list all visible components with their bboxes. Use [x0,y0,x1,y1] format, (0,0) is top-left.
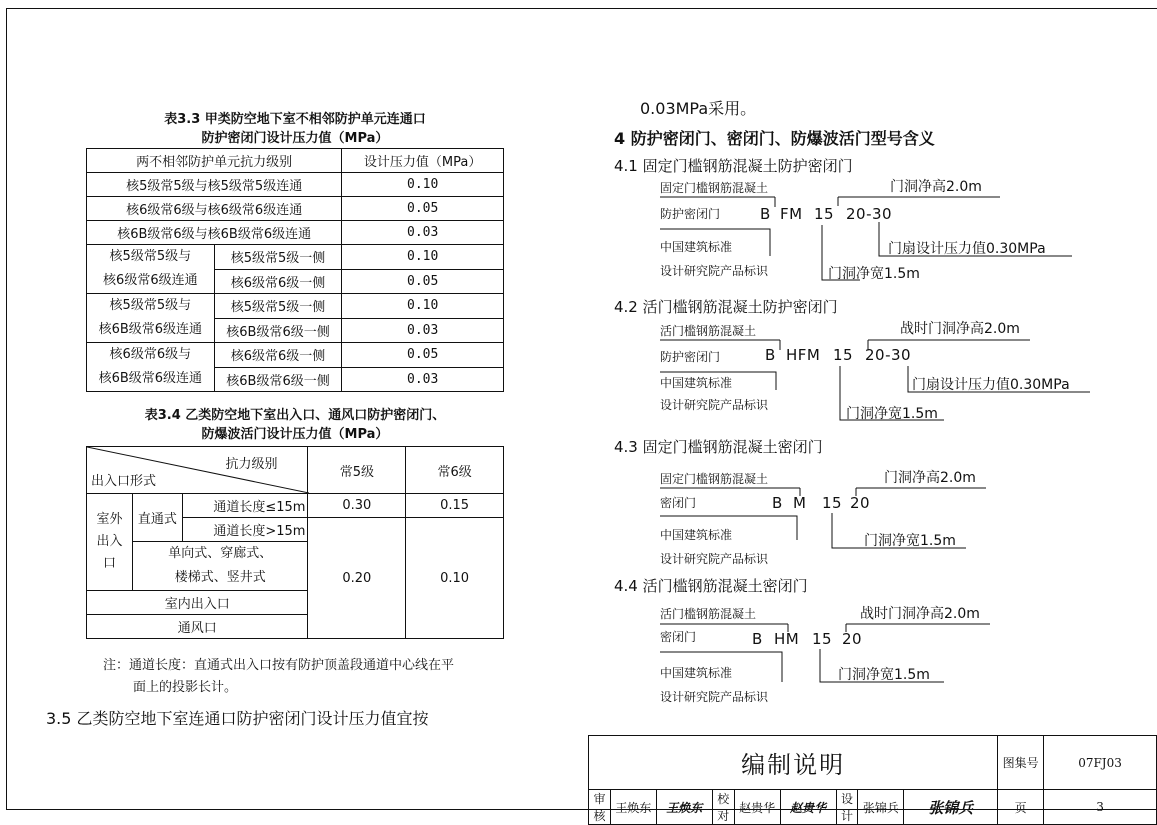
item-4-1-org1: 中国建筑标准 [660,240,733,254]
table33-side: 核5级常5级一侧 [214,294,342,319]
table33-side: 核6级常6级一侧 [214,343,342,368]
table33-header-col2: 设计压力值（MPa） [342,149,504,173]
table-row [87,149,504,173]
page-number: 3 [1044,790,1157,825]
note-line2: 面上的投影长计。 [133,680,238,695]
review-name: 王焕东 [610,790,656,825]
table33-caption-line1: 表3.3 甲类防空地下室不相邻防护单元连通口 [164,112,426,127]
table34-merged-value: 0.10 [406,518,504,639]
table33-value: 0.05 [342,269,504,294]
design-signature: 张锦兵 [904,790,998,825]
table33-group-label-line2: 核6级常6级连通 [103,273,198,288]
table34-col-a: 常5级 [308,447,406,494]
table-row [87,245,504,270]
table34-caption [86,404,504,442]
table33-group-label-line2: 核6B级常6级连通 [98,322,203,337]
table34-caption-line1: 表3.4 乙类防空地下室出入口、通风口防护密闭门、 [144,408,446,423]
table33-value: 0.05 [342,197,504,221]
table33-value: 0.05 [342,343,504,368]
table34-other [132,542,308,591]
table34-vent: 通风口 [87,615,308,639]
item-4-4-title: 4.4 活门槛钢筋混凝土密闭门 [614,577,808,595]
table34-outdoor-label: 室外出入口 [96,512,123,571]
item-4-3-code-type: M [793,494,807,512]
table34-value: 0.30 [308,494,406,518]
table-row [589,736,1157,790]
item-4-2-name2: 防护密闭门 [660,350,721,364]
table33-group-label-line1: 核5级常5级与 [109,298,192,313]
table33-side: 核6B级常6级一侧 [214,318,342,343]
item-4-1-width: 门洞净宽1.5m [828,266,920,282]
table33-value: 0.03 [342,318,504,343]
item-4-1-name1: 固定门槛钢筋混凝土 [660,181,769,195]
atlas-number: 07FJ03 [1044,736,1157,790]
table33-side: 核6级常6级一侧 [214,269,342,294]
check-label: 校对 [712,790,734,825]
item-4-1-pressure: 门扇设计压力值0.30MPa [888,241,1046,257]
table34-outdoor [87,494,133,591]
table33-caption [86,108,504,146]
item-4-1-code-height: 20-30 [846,205,893,223]
item-4-4-org1: 中国建筑标准 [660,666,733,680]
item-4-2-name1: 活门槛钢筋混凝土 [660,324,757,338]
table34-other-line2: 楼梯式、竖井式 [174,570,266,585]
table34-merged-value: 0.20 [308,518,406,639]
section-3-5: 3.5 乙类防空地下室连通口防护密闭门设计压力值宜按 [46,709,429,728]
item-4-3-code-b: B [772,494,783,512]
item-4-3-width: 门洞净宽1.5m [864,533,956,549]
item-4-3-code-height: 20 [850,494,871,512]
item-4-1-title: 4.1 固定门槛钢筋混凝土防护密闭门 [614,157,853,175]
diag-bottom-label: 出入口形式 [91,474,157,489]
item-4-2-code-width: 15 [833,346,854,364]
item-4-1-code-width: 15 [814,205,835,223]
item-4-4-height: 战时门洞净高2.0m [860,606,980,622]
table-row [87,294,504,319]
table-row [87,447,504,494]
note-line1: 注：通道长度：直通式出入口按有防护顶盖段通道中心线在平 [103,658,455,673]
item-4-2-width: 门洞净宽1.5m [846,406,938,422]
review-label: 审核 [589,790,611,825]
table34-len2: 通道长度>15m [182,518,308,542]
review-signature: 王焕东 [656,790,712,825]
item-4-4-name1: 活门槛钢筋混凝土 [660,607,757,621]
check-name: 赵贵华 [734,790,780,825]
item-4-2-pressure: 门扇设计压力值0.30MPa [912,377,1070,393]
item-4-2-height: 战时门洞净高2.0m [900,321,1020,337]
table33-cell: 核6B级常6级与核6B级常6级连通 [87,221,342,245]
item-4-1-code-type: FM [780,205,803,223]
item-4-2-org2: 设计研究院产品标识 [660,398,769,412]
item-4-4-code-type: HM [774,630,800,648]
check-signature: 赵贵华 [780,790,836,825]
title-block [588,735,1157,825]
table-row [87,494,504,518]
table33-group-label [87,294,215,343]
table-row [87,173,504,197]
item-4-4-org2: 设计研究院产品标识 [660,690,769,704]
table33-side: 核6B级常6级一侧 [214,367,342,392]
section-4-heading: 4 防护密闭门、密闭门、防爆波活门型号含义 [614,129,935,148]
item-4-2-code-type: HFM [786,346,821,364]
item-4-4-code-height: 20 [842,630,863,648]
item-4-3-org2: 设计研究院产品标识 [660,552,769,566]
item-4-3-org1: 中国建筑标准 [660,528,733,542]
table-row [87,197,504,221]
table34-direct: 直通式 [132,494,182,542]
item-4-4-name2: 密闭门 [660,630,697,644]
table34-col-b: 常6级 [406,447,504,494]
table33-value: 0.10 [342,173,504,197]
table-3-4 [86,446,504,639]
table-row [87,221,504,245]
table33-group-label [87,245,215,294]
table33-cell: 核6级常6级与核6级常6级连通 [87,197,342,221]
item-4-1-code-b: B [760,205,771,223]
table33-value: 0.03 [342,367,504,392]
item-4-3-height: 门洞净高2.0m [884,470,976,486]
item-4-2-code-height: 20-30 [865,346,912,364]
table34-other-line1: 单向式、穿廊式、 [168,546,273,561]
table-row [87,343,504,368]
item-4-3-code-width: 15 [822,494,843,512]
note [103,655,454,699]
table33-cell: 核5级常5级与核5级常5级连通 [87,173,342,197]
diag-top-label: 抗力级别 [225,457,278,472]
item-4-1-height: 门洞净高2.0m [890,179,982,195]
table33-group-label-line1: 核5级常5级与 [109,249,192,264]
table33-side: 核5级常5级一侧 [214,245,342,270]
item-4-4-width: 门洞净宽1.5m [838,667,930,683]
table33-value: 0.03 [342,221,504,245]
table33-caption-line2: 防护密闭门设计压力值（MPa） [201,131,389,146]
page-label: 页 [998,790,1044,825]
item-4-4-code-width: 15 [812,630,833,648]
item-4-3-name2: 密闭门 [660,496,697,510]
drawing-title: 编制说明 [589,736,998,790]
table34-caption-line2: 防爆波活门设计压力值（MPa） [201,427,389,442]
table34-diagonal-header [87,447,308,494]
item-4-2-title: 4.2 活门槛钢筋混凝土防护密闭门 [614,298,838,316]
table33-value: 0.10 [342,294,504,319]
atlas-label: 图集号 [998,736,1044,790]
item-4-2-org1: 中国建筑标准 [660,376,733,390]
table-3-3 [86,148,504,392]
item-4-3-title: 4.3 固定门槛钢筋混凝土密闭门 [614,438,823,456]
design-name: 张锦兵 [858,790,904,825]
table-row [589,790,1157,825]
table33-header-col1: 两不相邻防护单元抗力级别 [87,149,342,173]
item-4-2-code-b: B [765,346,776,364]
item-4-4-code-b: B [752,630,763,648]
table33-group-label [87,343,215,392]
table34-indoor: 室内出入口 [87,591,308,615]
continued-text: 0.03MPa采用。 [640,99,757,118]
table33-group-label-line1: 核6级常6级与 [109,347,192,362]
table33-value: 0.10 [342,245,504,270]
item-4-3-name1: 固定门槛钢筋混凝土 [660,472,769,486]
table34-value: 0.15 [406,494,504,518]
item-4-1-name2: 防护密闭门 [660,207,721,221]
table34-len1: 通道长度≤15m [182,494,308,518]
table33-group-label-line2: 核6B级常6级连通 [98,371,203,386]
item-4-1-org2: 设计研究院产品标识 [660,264,769,278]
design-label: 设计 [836,790,858,825]
